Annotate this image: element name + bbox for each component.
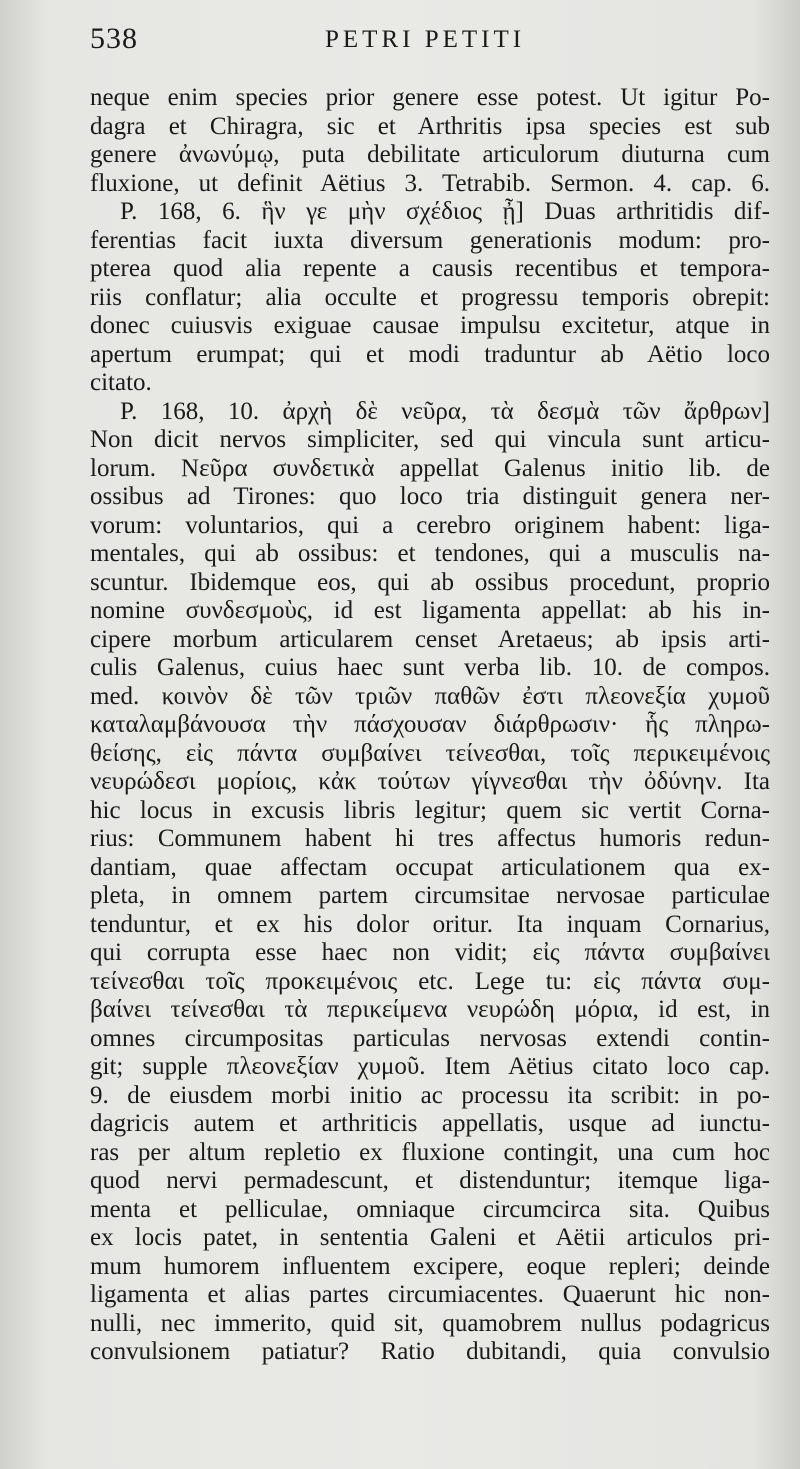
- running-head: [90, 22, 760, 62]
- text-line: riis conflatur; alia occulte et progressu temporis obrepit:: [90, 283, 770, 311]
- text-line: culis Galenus, cuius haec sunt verba lib. 10. de compos.: [90, 654, 770, 681]
- body-text: [90, 84, 770, 1367]
- text-line: Non dicit nervos simpliciter, sed qui vincula sunt articu-: [90, 426, 770, 453]
- text-line: ossibus ad Tirones: quo loco tria distinguit genera ner-: [90, 483, 770, 510]
- text-line: ligamenta et alias partes circumiacentes. Quaerunt hic non-: [90, 1281, 770, 1308]
- text-line: nomine συνδεσμοὺς, id est ligamenta appellat: ab his in-: [90, 597, 770, 624]
- text-line: vorum: voluntarios, qui a cerebro originem habent: liga-: [90, 511, 770, 539]
- text-line: ferentias facit iuxta diversum generationis modum: pro-: [90, 226, 770, 254]
- text-line: donec cuiusvis exiguae causae impulsu excitetur, atque in: [90, 312, 770, 339]
- text-line: dagra et Chiragra, sic et Arthritis ipsa species est sub: [90, 112, 770, 140]
- text-line: scuntur. Ibidemque eos, qui ab ossibus procedunt, proprio: [90, 568, 770, 596]
- text-line: citato.: [90, 369, 152, 396]
- text-line: apertum erumpat; qui et modi traduntur ab Aëtio loco: [90, 340, 770, 368]
- text-line: ras per altum repletio ex fluxione contingit, una cum hoc: [90, 1138, 770, 1166]
- text-line: ex locis patet, in sententia Galeni et Aëtii articulos pri-: [90, 1224, 770, 1251]
- text-line: fluxione, ut definit Aëtius 3. Tetrabib. Sermon. 4. cap. 6.: [90, 169, 770, 197]
- text-line: καταλαμβάνουσα τὴν πάσχουσαν διάρθρωσιν· ἧς πληρω-: [90, 711, 770, 738]
- text-line: P. 168, 6. ἣν γε μὴν σχέδιος ᾖ] Duas arthritidis dif-: [120, 198, 770, 225]
- text-line: pterea quod alia repente a causis recentibus et tempora-: [90, 255, 770, 282]
- text-line: hic locus in excusis libris legitur; quem sic vertit Corna-: [90, 796, 770, 824]
- text-line: mentales, qui ab ossibus: et tendones, qui a musculis na-: [90, 540, 770, 567]
- text-line: lorum. Νεῦρα συνδετικὰ appellat Galenus initio lib. de: [90, 454, 770, 482]
- text-line: neque enim species prior genere esse potest. Ut igitur Po-: [90, 84, 770, 111]
- text-line: cipere morbum articularem censet Aretaeus; ab ipsis arti-: [90, 625, 770, 653]
- text-line: νευρώδεσι μορίοις, κἀκ τούτων γίγνεσθαι τὴν ὀδύνην. Ita: [90, 768, 770, 795]
- text-line: menta et pelliculae, omniaque circumcirca sita. Quibus: [90, 1195, 770, 1223]
- text-line: dagricis autem et arthriticis appellatis, usque ad iunctu-: [90, 1110, 770, 1137]
- running-title: PETRI PETITI: [325, 26, 526, 53]
- page-number: 538: [90, 22, 138, 55]
- text-line: 9. de eiusdem morbi initio ac processu ita scribit: in po-: [90, 1081, 770, 1109]
- text-line: qui corrupta esse haec non vidit; εἰς πάντα συμβαίνει: [90, 939, 770, 966]
- text-line: pleta, in omnem partem circumsitae nervosae particulae: [90, 882, 770, 909]
- text-line: dantiam, quae affectam occupat articulationem qua ex-: [90, 853, 770, 881]
- text-line: mum humorem influentem excipere, eoque repleri; deinde: [90, 1252, 770, 1280]
- text-line: git; supple πλεονεξίαν χυμοῦ. Item Aëtius citato loco cap.: [90, 1053, 770, 1080]
- text-line: βαίνει τείνεσθαι τὰ περικείμενα νευρώδη μόρια, id est, in: [90, 996, 770, 1023]
- text-line: nulli, nec immerito, quid sit, quamobrem nullus podagricus: [90, 1309, 770, 1337]
- text-line: P. 168, 10. ἀρχὴ δὲ νεῦρα, τὰ δεσμὰ τῶν ἄρθρων]: [120, 397, 770, 425]
- text-line: genere ἀνωνύμῳ, puta debilitate articulorum diuturna cum: [90, 141, 770, 168]
- text-line: θείσης, εἰς πάντα συμβαίνει τείνεσθαι, τοῖς περικειμένοις: [90, 739, 770, 767]
- text-line: τείνεσθαι τοῖς προκειμένοις etc. Lege tu: εἰς πάντα συμ-: [90, 967, 770, 995]
- text-line: quod nervi permadescunt, et distenduntur; itemque liga-: [90, 1167, 770, 1194]
- text-line: rius: Communem habent hi tres affectus humoris redun-: [90, 825, 770, 852]
- text-line: convulsionem patiatur? Ratio dubitandi, quia convulsio: [90, 1338, 770, 1365]
- text-line: omnes circumpositas particulas nervosas extendi contin-: [90, 1024, 770, 1052]
- text-line: tenduntur, et ex his dolor oritur. Ita inquam Cornarius,: [90, 910, 770, 938]
- text-line: med. κοινὸν δὲ τῶν τριῶν παθῶν ἐστι πλεονεξία χυμοῦ: [90, 682, 770, 710]
